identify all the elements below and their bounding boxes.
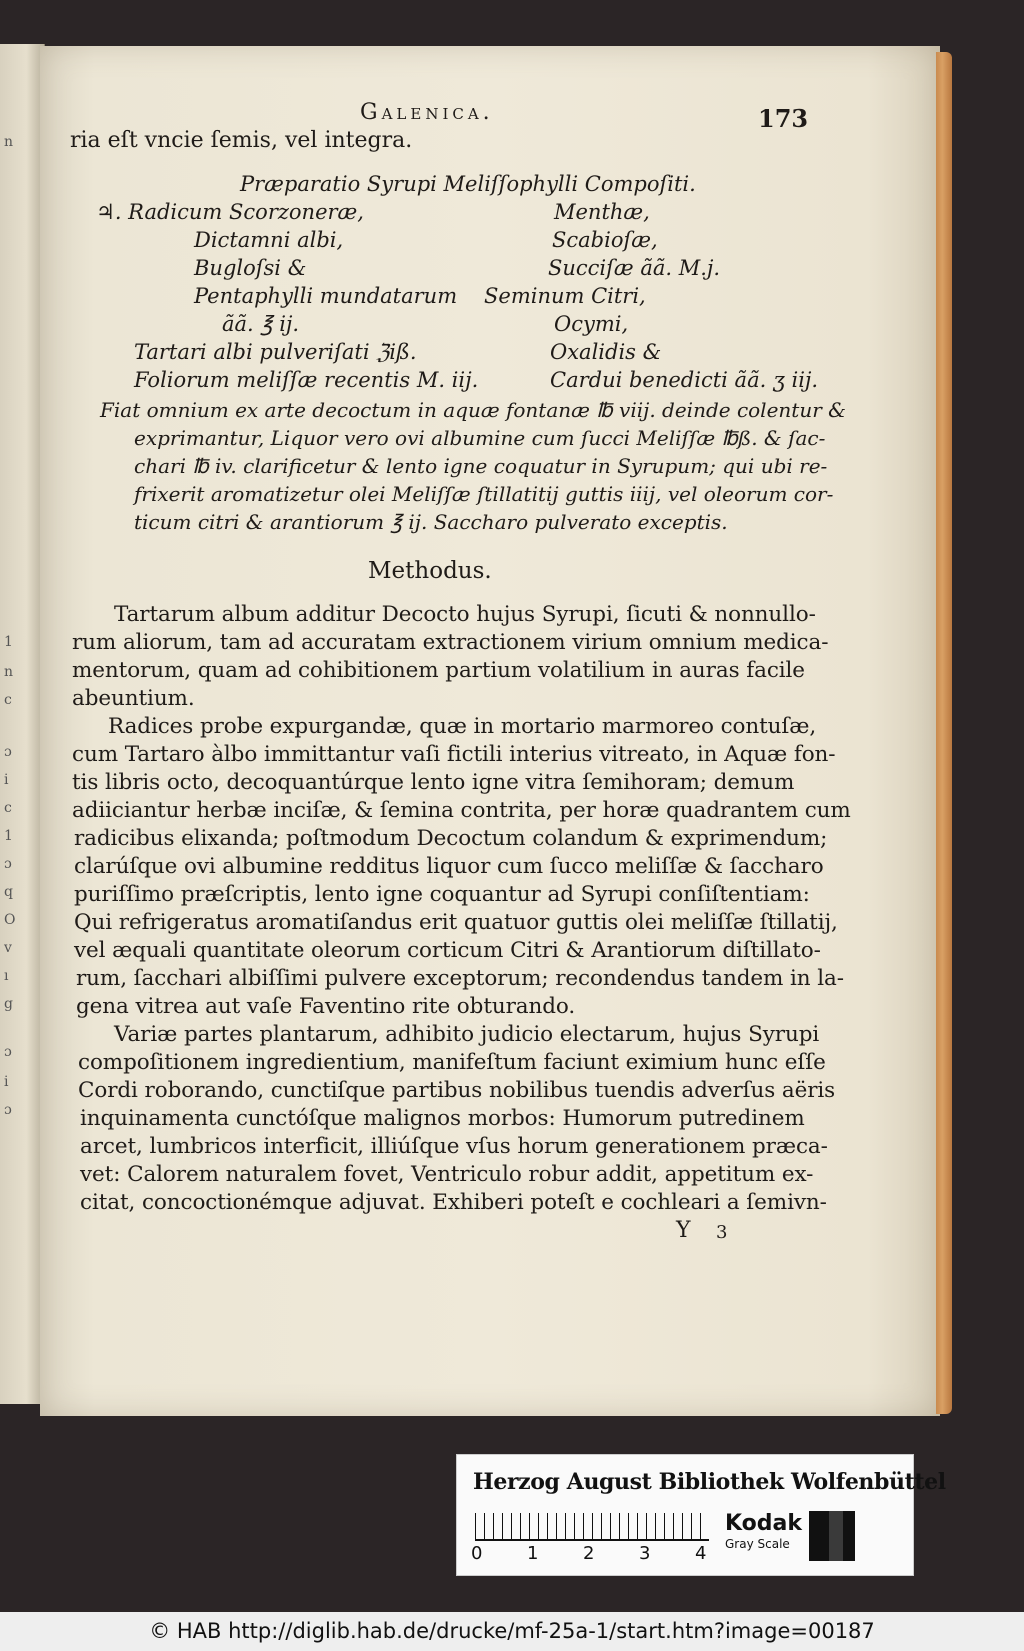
signature-number: 3 xyxy=(716,1222,728,1243)
page-number: 173 xyxy=(758,104,809,133)
gray-swatch-dark xyxy=(829,1511,843,1561)
section-heading: Methodus. xyxy=(368,558,492,584)
recipe-left-line: ♃. Radicum Scorzoneræ, xyxy=(96,200,364,224)
body-line: arcet, lumbricos interficit, illiúſque vſus horum generationem præca- xyxy=(80,1134,828,1159)
recipe-right-line: Seminum Citri, xyxy=(484,284,646,308)
body-line: mentorum, quam ad cohibitionem partium volatilium in auras facile xyxy=(72,658,805,683)
body-line: citat, concoctionémque adjuvat. Exhiberi poteſt e cochleari a ſemivn- xyxy=(80,1190,827,1215)
body-line: Qui refrigeratus aromatiſandus erit quatuor guttis olei meliſſæ ſtillatij, xyxy=(74,910,838,935)
body-line: tis libris octo, decoquantúrque lento igne vitra ſemihoram; demum xyxy=(72,770,795,795)
carryover-line: ria eſt vncie ſemis, vel integra. xyxy=(70,128,413,153)
library-name: Herzog August Bibliothek Wolfenbüttel xyxy=(473,1469,946,1495)
body-line: vel æquali quantitate oleorum corticum Citri & Arantiorum diſtillato- xyxy=(74,938,821,963)
body-line: compoſitionem ingredientium, manifeſtum faciunt eximium hunc eſſe xyxy=(78,1050,826,1075)
body-line: gena vitrea aut vaſe Faventino rite obturando. xyxy=(76,994,576,1019)
recipe-left-line: Pentaphylli mundatarum xyxy=(194,284,458,308)
instruction-line: chari ℔ iv. clarificetur & lento igne coquatur in Syrupum; qui ubi re- xyxy=(134,454,828,478)
recipe-right-line: Oxalidis & xyxy=(550,340,662,364)
recipe-left-line: Foliorum meliſſæ recentis M. iij. xyxy=(134,368,479,392)
body-line: Radices probe expurgandæ, quæ in mortario marmoreo contuſæ, xyxy=(108,714,817,739)
body-line: vet: Calorem naturalem fovet, Ventriculo robur addit, appetitum ex- xyxy=(80,1162,814,1187)
ruler-number: 4 xyxy=(695,1543,707,1564)
ruler-number: 3 xyxy=(639,1543,651,1564)
recipe-left-line: Bugloſsi & xyxy=(194,256,307,280)
recipe-left-line: Dictamni albi, xyxy=(194,228,344,252)
recipe-left-line: Tartari albi pulveriſati ℨiß. xyxy=(134,340,417,364)
facing-page-edge: n 1 n c ɔ i c 1 ɔ q O v ı g ɔ i ɔ xyxy=(0,44,45,1404)
color-scale-card xyxy=(456,1454,946,1576)
body-line: Variæ partes plantarum, adhibito judicio electarum, hujus Syrupi xyxy=(114,1022,820,1047)
instruction-line: frixerit aromatizetur olei Meliſſæ ſtillatitij guttis iiij, vel oleorum cor- xyxy=(134,482,834,506)
recipe-left-line: ãã. ℥ ij. xyxy=(222,312,300,336)
recipe-right-line: Ocymi, xyxy=(554,312,629,336)
body-line: Tartarum album additur Decocto hujus Syrupi, ſicuti & nonnullo- xyxy=(114,602,816,627)
body-line: Cordi roborando, cunctiſque partibus nobilibus tuendis adverſus aëris xyxy=(78,1078,836,1103)
ruler-number: 2 xyxy=(583,1543,595,1564)
body-line: inquinamenta cunctóſque malignos morbos: Humorum putredinem xyxy=(80,1106,805,1131)
instruction-line: ticum citri & arantiorum ℥ ij. Saccharo pulverato exceptis. xyxy=(134,510,728,534)
recipe-right-line: Succiſæ ãã. M.j. xyxy=(548,256,721,280)
kodak-logo: Kodak xyxy=(725,1511,802,1536)
body-line: puriſſimo præſcriptis, lento igne coquantur ad Syrupi conſiſtentiam: xyxy=(74,882,810,907)
body-line: abeuntium. xyxy=(72,686,195,711)
body-line: clarúſque ovi albumine redditus liquor cum ſucco meliſſæ & ſaccharo xyxy=(74,854,824,879)
body-line: rum aliorum, tam ad accuratam extractionem virium omnium medica- xyxy=(72,630,829,655)
ruler-number: 1 xyxy=(527,1543,539,1564)
recipe-title: Præparatio Syrupi Meliſſophylli Compoſiti. xyxy=(240,172,696,196)
body-line: rum, ſacchari albiſſimi pulvere exceptorum; recondendus tandem in la- xyxy=(76,966,844,991)
scale-ruler xyxy=(475,1513,709,1541)
instruction-line: Fiat omnium ex arte decoctum in aquæ fontanæ ℔ viij. deinde colentur & xyxy=(100,398,846,422)
recipe-right-line: Scabioſæ, xyxy=(552,228,658,252)
footer-copyright: © HAB http://diglib.hab.de/drucke/mf-25a-1/start.htm?image=00187 xyxy=(0,1612,1024,1651)
page-edge xyxy=(936,52,952,1414)
body-line: cum Tartaro àlbo immittantur vaſi fictili interius vitreato, in Aquæ fon- xyxy=(72,742,836,767)
recipe-right-line: Menthæ, xyxy=(554,200,650,224)
recipe-right-line: Cardui benedicti ãã. ʒ iij. xyxy=(550,368,819,392)
running-head: Galenica. xyxy=(360,100,494,125)
body-line: adiiciantur herbæ inciſæ, & ſemina contrita, per horæ quadrantem cum xyxy=(72,798,851,823)
body-line: radicibus elixanda; poſtmodum Decoctum colandum & exprimendum; xyxy=(74,826,828,851)
ruler-number: 0 xyxy=(471,1543,483,1564)
signature-mark: Y xyxy=(676,1218,691,1243)
instruction-line: exprimantur, Liquor vero ovi albumine cum ſucci Meliſſæ ℔ß. & ſac- xyxy=(134,426,826,450)
gray-scale-label: Gray Scale xyxy=(725,1537,790,1551)
